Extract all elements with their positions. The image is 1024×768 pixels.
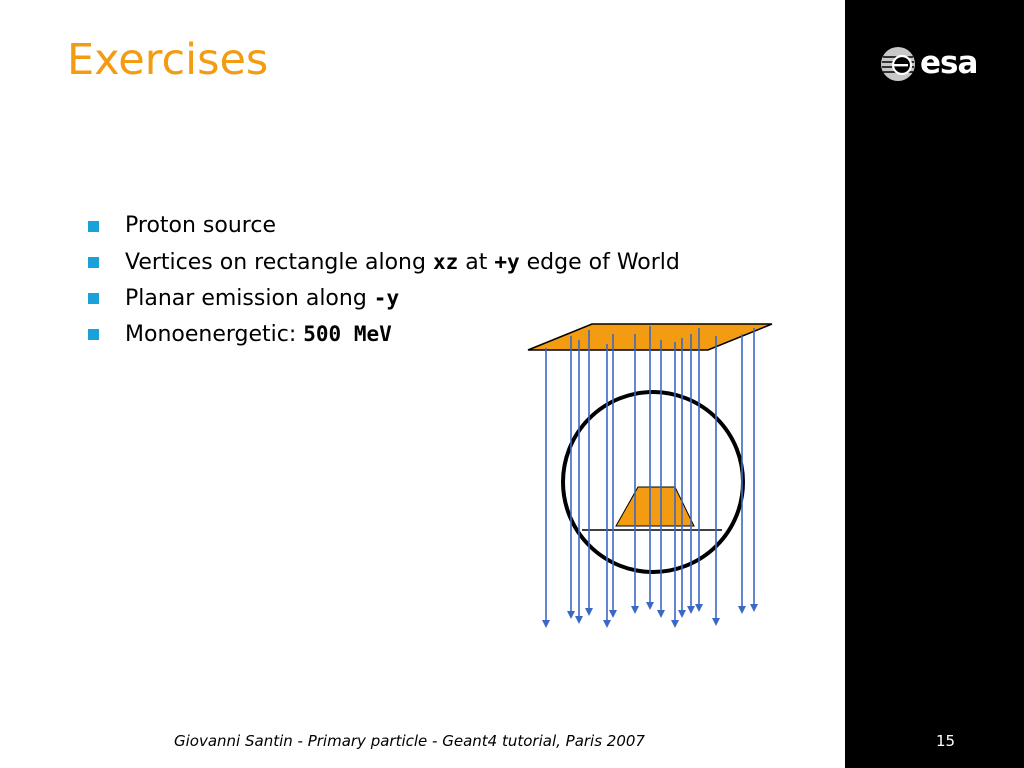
bullet-text: at (458, 250, 495, 275)
bullet-item (88, 209, 680, 245)
bullet-item (88, 245, 680, 281)
square-bullet-icon (88, 221, 99, 232)
bullet-item (88, 281, 680, 317)
esa-logo-icon (880, 43, 916, 85)
bullet-text: edge of World (519, 250, 680, 275)
sidebar-panel (845, 0, 1024, 768)
code-term: xz (432, 250, 459, 274)
code-term: -y (373, 286, 400, 310)
bullet-text: Vertices on rectangle along (125, 250, 433, 275)
bullet-text: Monoenergetic: (125, 322, 304, 347)
slide-title: Exercises (67, 35, 269, 85)
bullet-text: Planar emission along (125, 286, 374, 311)
footer-text: Giovanni Santin - Primary particle - Geant4 tutorial, Paris 2007 (174, 732, 645, 750)
page-number: 15 (936, 732, 956, 750)
proton-trajectories (546, 326, 754, 624)
square-bullet-icon (88, 293, 99, 304)
code-term: +y (494, 250, 520, 274)
square-bullet-icon (88, 257, 99, 268)
bullet-text: Proton source (125, 213, 276, 238)
geometry-diagram (520, 318, 780, 630)
esa-logo-text: esa (920, 45, 978, 81)
square-bullet-icon (88, 329, 99, 340)
code-term: 500 MeV (303, 322, 392, 346)
esa-logo (880, 43, 1000, 85)
